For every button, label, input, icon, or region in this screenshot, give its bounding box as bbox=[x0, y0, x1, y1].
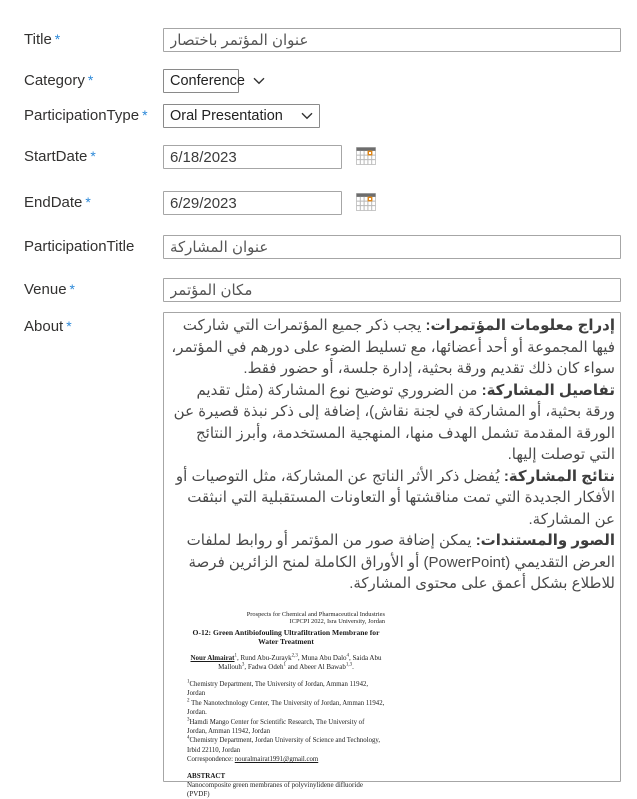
end-date-label: EndDate * bbox=[24, 194, 91, 211]
about-label: About * bbox=[24, 318, 72, 335]
participation-type-label: ParticipationType * bbox=[24, 107, 148, 124]
category-select[interactable] bbox=[163, 69, 245, 93]
paper-header: Prospects for Chemical and Pharmaceutical Industries ICPCPI 2022, Isra University, Jordan bbox=[246, 610, 385, 626]
paper-affiliation-list: $^1$Chemistry Department, The University of Jordan, Amman 11942, Jordan $^2$ The Nanotechnology Center, The University of Jordan, Amman 11942, Jordan. $^3$Hamdi Mango Center for Scientific Research, The University of Jordan, Amman 11942, Jordan $^4$Chemistry Department, Jordan University of Science and Technology, Irbid 22110, Jordan bbox=[187, 679, 385, 754]
required-asterisk: * bbox=[90, 148, 96, 164]
participation-title-input[interactable] bbox=[163, 235, 621, 259]
end-date-input[interactable] bbox=[163, 191, 342, 215]
required-asterisk: * bbox=[85, 194, 91, 210]
category-select-value: Conference bbox=[170, 73, 245, 89]
calendar-icon[interactable] bbox=[356, 193, 376, 211]
required-asterisk: * bbox=[87, 72, 94, 88]
about-paragraphs: إدراج معلومات المؤتمرات: يجب ذكر جميع المؤتمرات التي شاركت فيها المجموعة أو أحد أعضائها، مع تسليط الضوء على دورهم في المؤتمر، سواء كان ذلك تقديم ورقة بحثية، إدارة جلسة، أو حضور فقط. تفاصيل المشاركة: من الضروري توضيح نوع المشاركة (مثل تقديم ورقة بحثية، أو المشاركة في لجنة نقاش)، إضافة إلى ذكر نبذة قصيرة عن الورقة المقدمة تشمل الهدف منها، المنهجية المستخدمة، وأبرز النتائج التي توصلت إليها. نتائج المشاركة: يُفضل ذكر الأثر الناتج عن المشاركة، مثل التوصيات أو الأفكار الجديدة التي تمت مناقشتها أو التعاونات المستقبلية التي انبثقت عن المشاركة. الصور والمستندات: يمكن إضافة صور من المؤتمر أو روابط لملفات العرض التقديمي (PowerPoint) أو الأوراق الكاملة لمنح الزائرين فرصة للاطلاع بشكل أعمق على محتوى المشاركة. bbox=[171, 317, 615, 592]
required-asterisk: * bbox=[54, 31, 61, 47]
paper-abstract-heading: ABSTRACT bbox=[187, 771, 226, 780]
about-richtext-area[interactable] bbox=[163, 312, 621, 798]
paper-correspondence: Correspondence: nouralmairat1991@gmail.com bbox=[187, 756, 319, 764]
paper-authors: Nour Almairat$^1$, Rund Abu-Zurayk$^{2,3}$, Muna Abu Dalo$^4$, Saida Abu Mallouh$^3$, Fadwa Odeh$^1$ and Abeer Al Bawab$^{1,3}$. bbox=[190, 653, 382, 671]
chevron-down-icon bbox=[301, 112, 313, 120]
venue-input[interactable] bbox=[163, 278, 621, 302]
start-date-label: StartDate * bbox=[24, 148, 96, 165]
category-label: Category * bbox=[24, 72, 94, 89]
required-asterisk: * bbox=[69, 281, 75, 297]
participation-type-select-value: Oral Presentation bbox=[170, 108, 283, 124]
paper-title: O-12: Green Antibiofouling Ultrafiltration Membrane for Water Treatment bbox=[192, 627, 380, 647]
title-label: Title * bbox=[24, 31, 61, 48]
participation-title-label: ParticipationTitle bbox=[24, 238, 135, 255]
chevron-down-icon bbox=[253, 77, 265, 85]
correspondence-email-link: nouralmairat1991@gmail.com bbox=[234, 756, 319, 764]
title-input[interactable] bbox=[163, 28, 621, 52]
required-asterisk: * bbox=[142, 107, 148, 123]
required-asterisk: * bbox=[66, 318, 72, 334]
venue-label: Venue * bbox=[24, 281, 75, 298]
participation-type-select[interactable] bbox=[163, 104, 320, 128]
paper-abstract-text: Nanocomposite green membranes of polyvinylidene difluoride (PVDF) bbox=[187, 780, 363, 798]
start-date-input[interactable] bbox=[163, 145, 342, 169]
embedded-paper-image[interactable] bbox=[187, 611, 385, 799]
paper-affiliations bbox=[187, 680, 385, 765]
calendar-icon[interactable] bbox=[356, 147, 376, 165]
